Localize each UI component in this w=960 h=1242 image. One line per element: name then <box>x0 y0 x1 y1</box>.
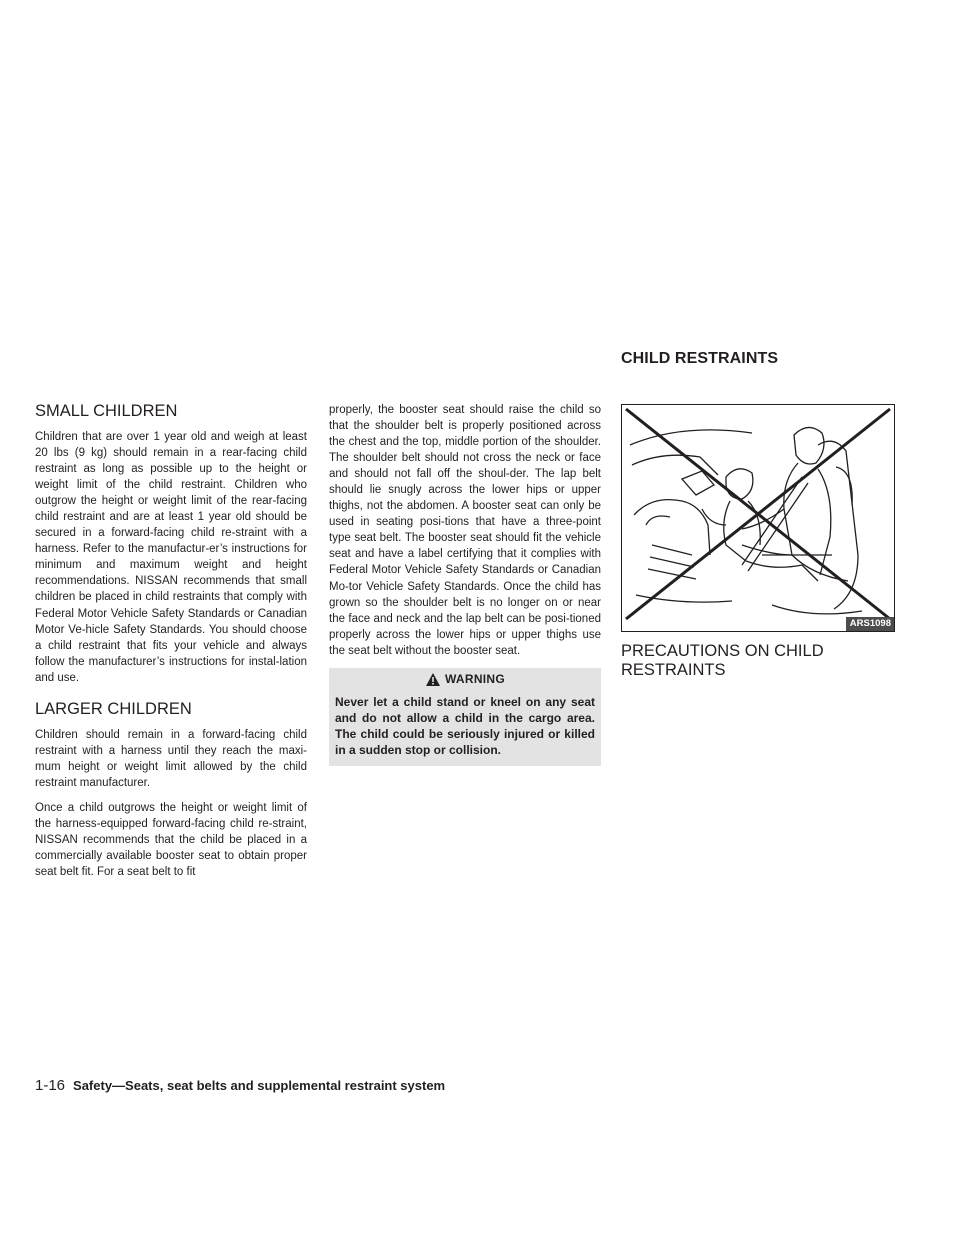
column-3 <box>621 404 895 688</box>
crossed-out-child-illustration-icon <box>622 405 894 631</box>
warning-box <box>329 668 601 766</box>
heading-precautions: PRECAUTIONS ON CHILD RESTRAINTS <box>621 642 824 679</box>
warning-triangle-icon <box>425 672 441 687</box>
larger-children-para-2: Once a child outgrows the height or weight limit of the harness-equipped forward-facing child re-straint, NISSAN recommends that the child be placed in a commercially available booster seat to obtain proper seat belt fit. For a seat belt to fit <box>35 801 307 879</box>
small-children-text: Children that are over 1 year old and weigh at least 20 lbs (9 kg) should remain in a rear-facing child restraint as long as possible up to the height or weight limit of the child restraint. Children who outgrow the height or weight limit of the rear-facing child restraint and are at least 1 year old should be secured in a forward-facing child re-straint with a harness. Refer to the manufactur-er’s instructions for minimum and maximum weight and height recommendations. NISSAN recommends that small children be placed in child restraints that comply with Federal Motor Vehicle Safety Standards or Canadian Motor Ve-hicle Safety Standards. You should choose a child restraint that fits your vehicle and always follow the manufacturer’s instructions for instal-lation and use. <box>35 431 307 684</box>
child-restraint-figure <box>621 404 895 632</box>
heading-larger-children: LARGER CHILDREN <box>35 699 192 718</box>
larger-children-para-3: properly, the booster seat should raise the child so that the shoulder belt is properly positioned across the chest and the top, middle portion of the shoulder. The shoulder belt should not cross the neck or face and should not fall off the shoul-der. The lap belt should lie snugly across the lower hips or upper thighs, not the abdomen. A booster seat can only be used in seating posi-tions that have a three-point type seat belt. The booster seat should fit the vehicle seat and have a label certifying that it complies with Federal Motor Vehicle Safety Standards or Canadian Mo-tor Vehicle Safety Standards. Once the child has grown so the shoulder belt is no longer on or near the face and neck and the lap belt can be posi-tioned properly across the lower hips or upper thighs use the seat belt without the booster seat. <box>329 404 601 657</box>
larger-children-para-1: Children should remain in a forward-facing child restraint with a harness until they reach the maxi-mum height or weight limit allowed by the child restraint manufacturer. <box>35 728 307 789</box>
page-footer <box>35 1077 445 1094</box>
figure-id: ARS1098 <box>846 617 894 631</box>
warning-header <box>335 668 595 691</box>
section-title: CHILD RESTRAINTS <box>621 350 779 367</box>
column-1 <box>35 402 307 889</box>
heading-small-children: SMALL CHILDREN <box>35 402 178 420</box>
warning-text: Never let a child stand or kneel on any seat and do not allow a child in the cargo area. The child could be seriously injured or killed in a sudden stop or collision. <box>335 694 595 758</box>
chapter-title: Safety—Seats, seat belts and supplemental restraint system <box>73 1078 446 1093</box>
column-2 <box>329 402 601 766</box>
warning-label: WARNING <box>444 672 506 687</box>
page-number: 1-16 <box>35 1077 66 1094</box>
